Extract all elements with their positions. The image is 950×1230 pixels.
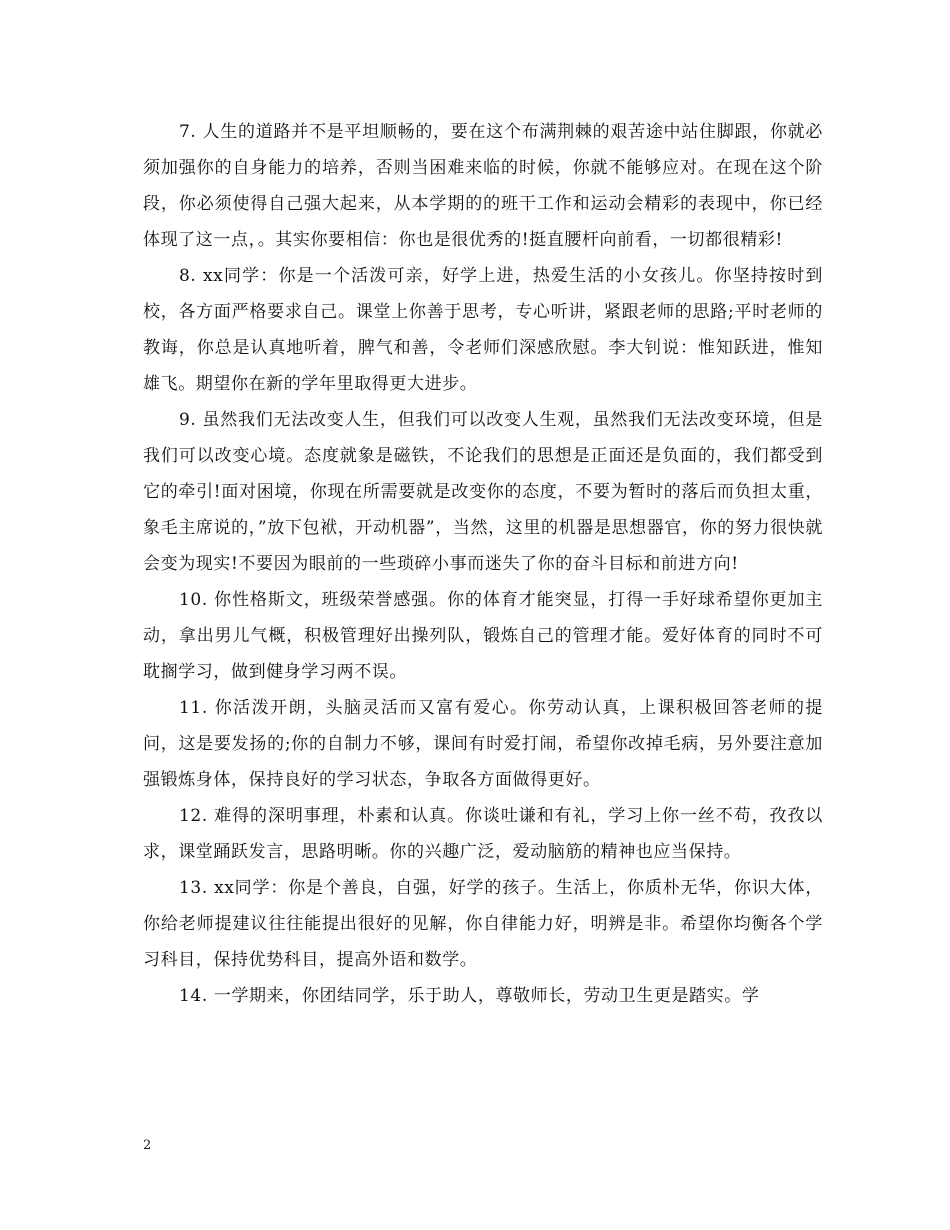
paragraph-12: 12. 难得的深明事理，朴素和认真。你谈吐谦和有礼，学习上你一丝不苟，孜孜以求，课堂踊跃发言，思路明晰。你的兴趣广泛，爱动脑筋的精神也应当保持。 — [143, 806, 823, 862]
paragraph-11: 11. 你活泼开朗，头脑灵活而又富有爱心。你劳动认真，上课积极回答老师的提问，这是要发扬的;你的自制力不够，课间有时爱打闹，希望你改掉毛病，另外要注意加强锻炼身体，保持良好的学习状态，争取各方面做得更好。 — [143, 698, 823, 790]
paragraph-13: 13. xx同学：你是个善良，自强，好学的孩子。生活上，你质朴无华，你识大体，你给老师提建议往往能提出很好的见解，你自律能力好，明辨是非。希望你均衡各个学习科目，保持优势科目，提高外语和数学。 — [143, 878, 823, 970]
paragraph-7: 7. 人生的道路并不是平坦顺畅的，要在这个布满荆棘的艰苦途中站住脚跟，你就必须加强你的自身能力的培养，否则当困难来临的时候，你就不能够应对。在现在这个阶段，你必须使得自己强大起来，从本学期的的班干工作和运动会精彩的表现中，你已经体现了这一点，。其实你要相信：你也是很优秀的!挺直腰杆向前看，一切都很精彩! — [143, 122, 823, 250]
paragraph-9: 9. 虽然我们无法改变人生，但我们可以改变人生观，虽然我们无法改变环境，但是我们可以改变心境。态度就象是磁铁，不论我们的思想是正面还是负面的，我们都受到它的牵引!面对困境，你现在所需要就是改变你的态度，不要为暂时的落后而负担太重，象毛主席说的，”放下包袱，开动机器”，当然，这里的机器是思想器官，你的努力很快就会变为现实!不要因为眼前的一些琐碎小事而迷失了你的奋斗目标和前进方向! — [143, 410, 823, 574]
document-body — [143, 114, 823, 1014]
paragraph-10: 10. 你性格斯文，班级荣誉感强。你的体育才能突显，打得一手好球希望你更加主动，拿出男儿气概，积极管理好出操列队，锻炼自己的管理才能。爱好体育的同时不可耽搁学习，做到健身学习两不误。 — [143, 590, 823, 682]
paragraph-14: 14. 一学期来，你团结同学，乐于助人，尊敬师长，劳动卫生更是踏实。学 — [179, 986, 760, 1006]
page-number: 2 — [143, 1138, 152, 1153]
paragraph-8: 8. xx同学：你是一个活泼可亲，好学上进，热爱生活的小女孩儿。你坚持按时到校，各方面严格要求自己。课堂上你善于思考，专心听讲，紧跟老师的思路;平时老师的教诲，你总是认真地听着，脾气和善，令老师们深感欣慰。李大钊说：惟知跃进，惟知雄飞。期望你在新的学年里取得更大进步。 — [143, 266, 823, 394]
